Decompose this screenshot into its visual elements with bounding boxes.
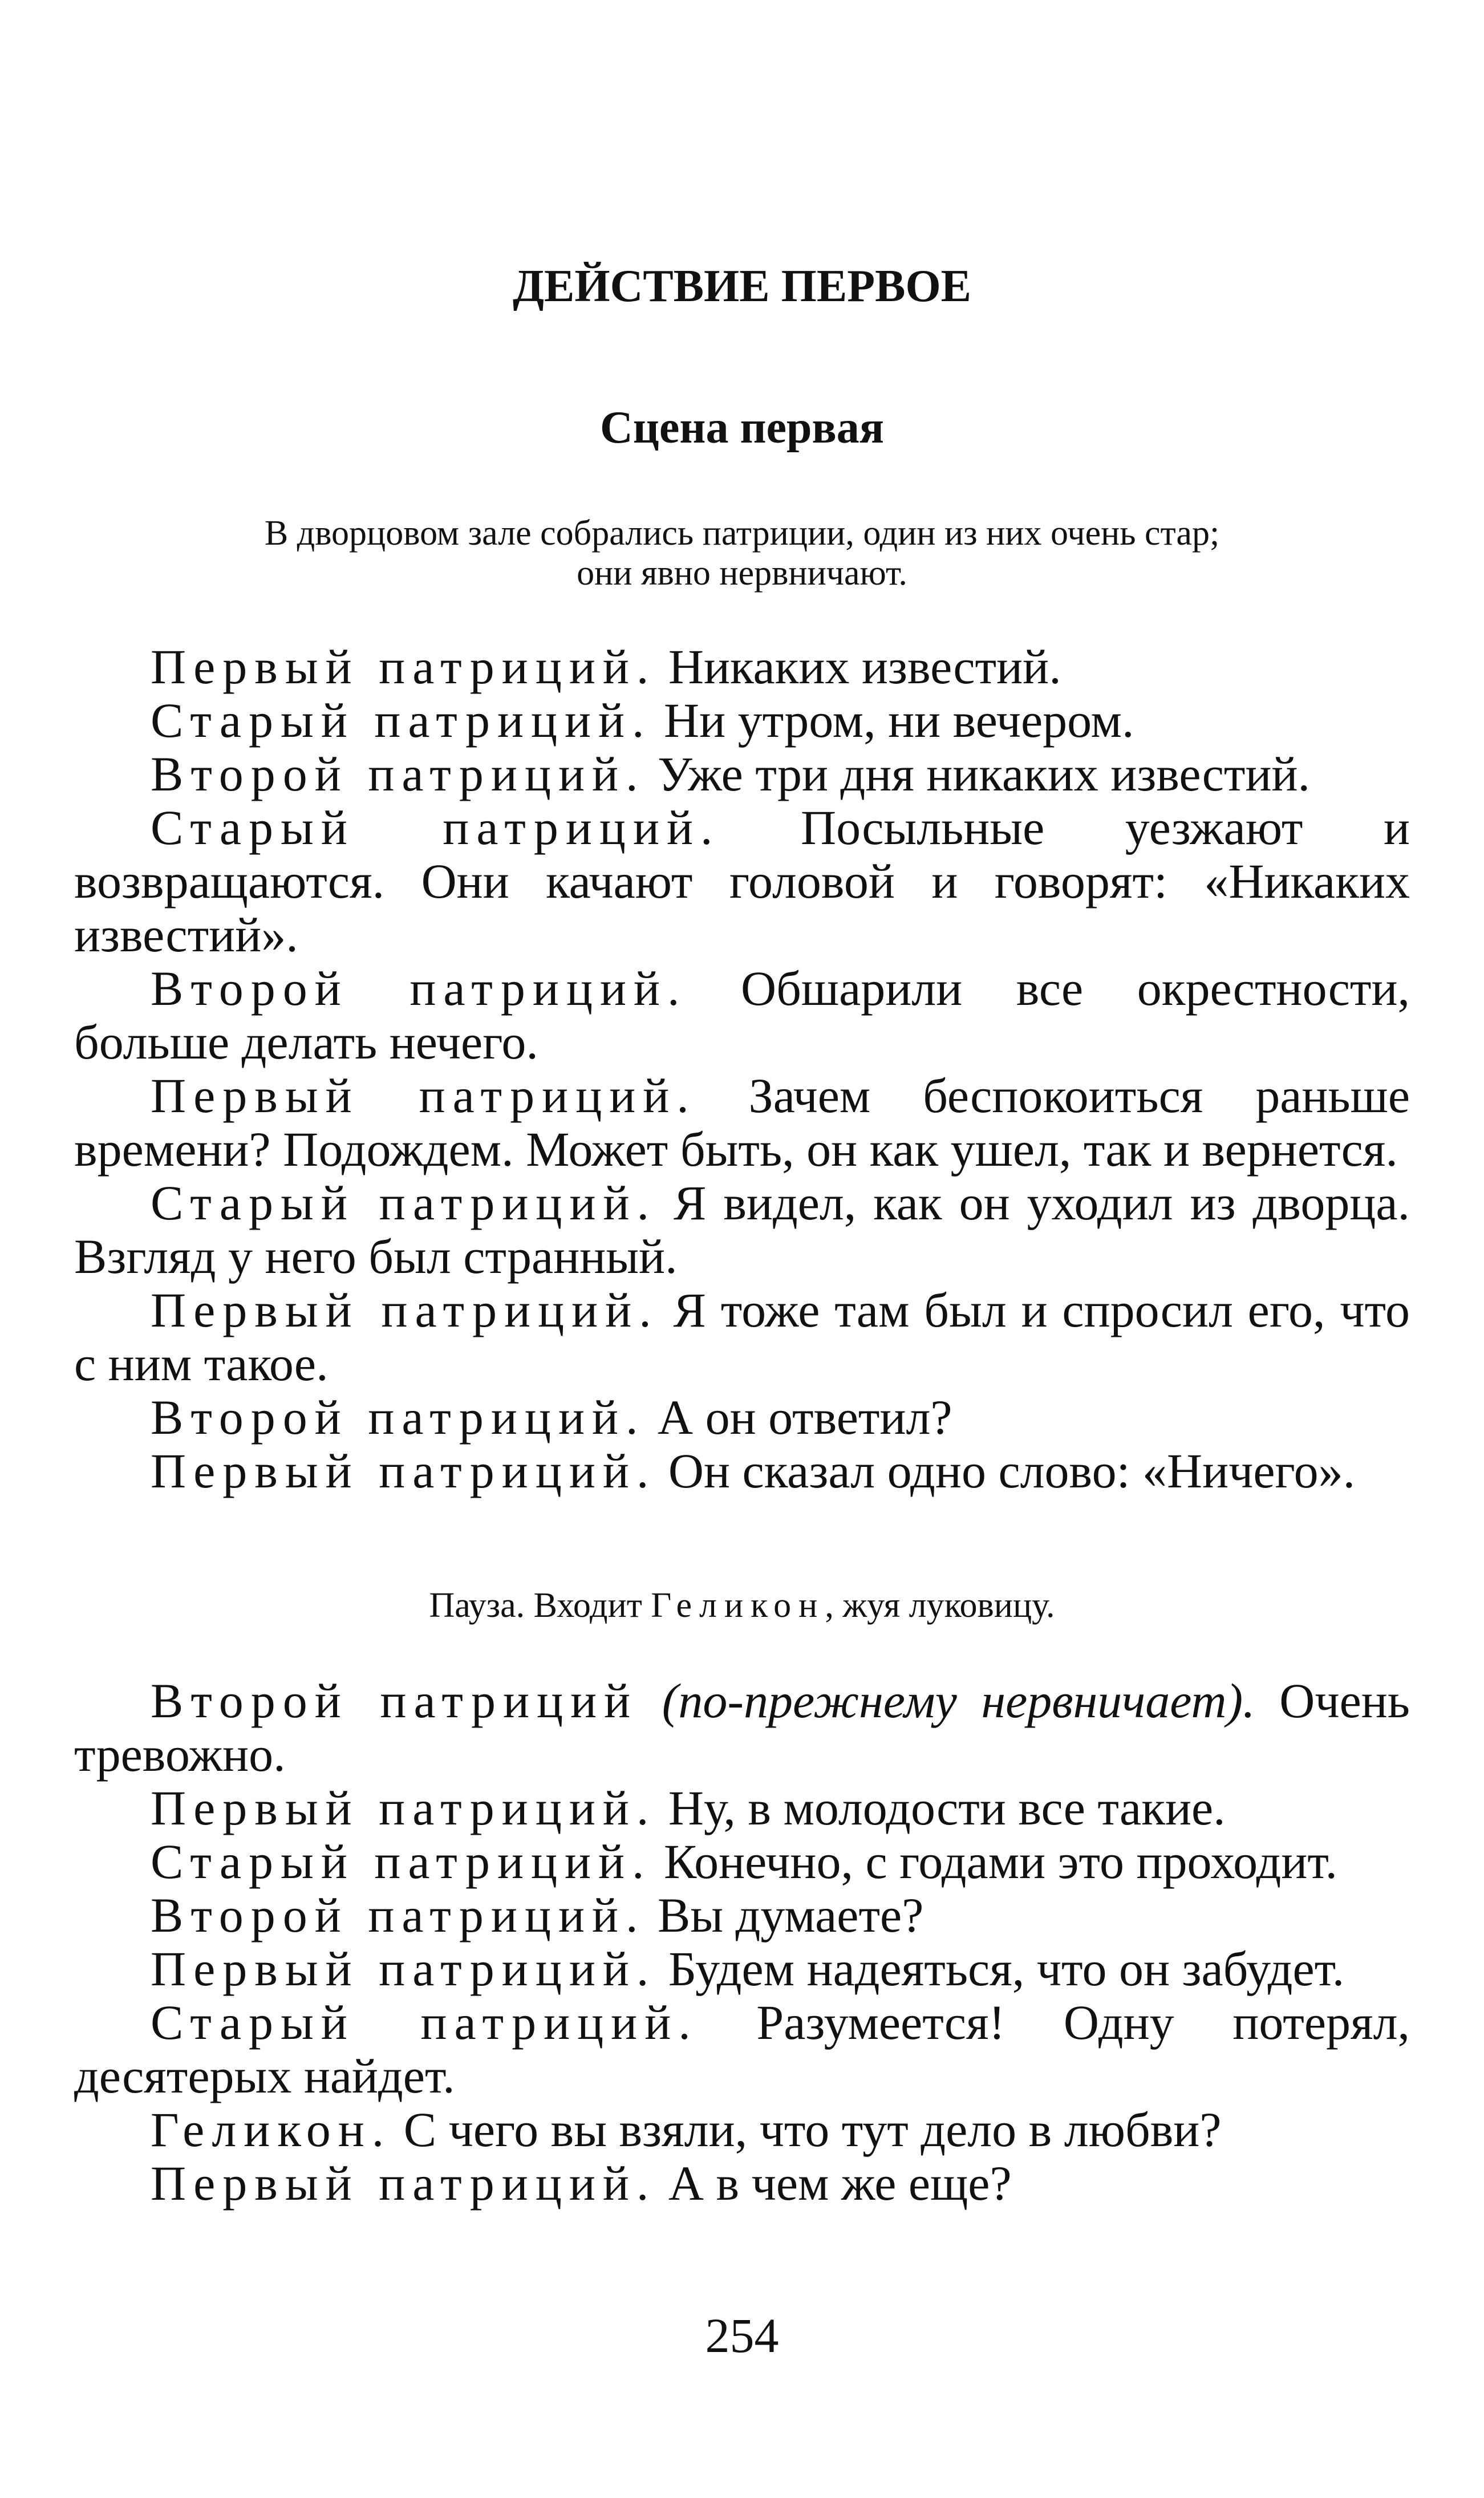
speech [74, 1835, 1410, 1888]
speech-text: Ну, в молодости все такие. [656, 1781, 1226, 1835]
speech [74, 1444, 1410, 1498]
dialogue-block [74, 640, 1410, 1498]
speech [74, 1176, 1410, 1283]
stage-direction [0, 513, 1484, 593]
speech-text: Конечно, с годами это проходит. [651, 1834, 1338, 1889]
speech [74, 801, 1410, 962]
speaker-name: Второй патриций. [151, 961, 687, 1016]
speaker-name: Первый патриций. [151, 1283, 659, 1337]
speech-text: Вы думаете? [645, 1888, 924, 1943]
speech [74, 747, 1410, 801]
speech-text: Никаких известий. [656, 639, 1061, 694]
speech-text: А он ответил? [645, 1390, 952, 1445]
speech-text: С чего вы взяли, что тут дело в любви? [391, 2102, 1222, 2157]
speech [74, 694, 1410, 747]
speaker-name: Первый патриций. [151, 2156, 656, 2211]
speaker-name: Старый патриций. [151, 1175, 657, 1230]
speech [74, 1888, 1410, 1942]
scene-title: Сцена первая [599, 403, 885, 453]
speech [74, 1942, 1410, 1996]
speaker-name: Второй патриций [151, 1673, 638, 1728]
speech-text: Обшарили все окрестности, больше делать нечего. [74, 961, 1410, 1069]
speaker-name: Первый патриций. [151, 1068, 696, 1123]
speech-text: Очень тревожно. [74, 1673, 1410, 1782]
speaker-name: Второй патриций. [151, 1888, 646, 1943]
speaker-name: Первый патриций. [151, 1443, 656, 1498]
character-name: Геликон [651, 1586, 825, 1625]
speech [74, 1781, 1410, 1835]
speech [74, 1674, 1410, 1781]
speech-text: Ни утром, ни вечером. [651, 693, 1134, 748]
speaker-name: Старый патриций. [151, 1834, 652, 1889]
speech-text: Я видел, как он уходил из дворца. Взгляд у него был странный. [74, 1175, 1410, 1284]
speaker-name: Старый патриций. [151, 693, 652, 748]
speaker-name: Второй патриций. [151, 1390, 646, 1445]
speaker-name: Первый патриций. [151, 1781, 656, 1835]
stage-direction-text: Пауза. Входит [429, 1586, 651, 1625]
stage-direction-text: , жуя луковицу. [825, 1586, 1055, 1625]
speech [74, 1996, 1410, 2103]
speech [74, 2103, 1410, 2156]
speech [74, 1390, 1410, 1444]
speaker-name: Старый патриций. [151, 800, 720, 855]
speech-text: Он сказал одно слово: «Ничего». [656, 1443, 1356, 1498]
speech [74, 1069, 1410, 1176]
speech [74, 640, 1410, 694]
page-number: 254 [705, 2308, 779, 2363]
speech-text: Я тоже там был и спросил его, что с ним такое. [74, 1283, 1410, 1391]
speaker-name: Первый патриций. [151, 1941, 656, 1996]
speech-text: А в чем же еще? [656, 2156, 1012, 2211]
speaker-name: Старый патриций. [151, 1995, 698, 2050]
stage-direction-line: В дворцовом зале собрались патриции, один из них очень стар; [264, 514, 1220, 553]
speaker-name: Геликон. [151, 2102, 392, 2157]
act-title: ДЕЙСТВИЕ ПЕРВОЕ [512, 261, 972, 311]
dialogue-block [74, 1674, 1410, 2210]
speech [74, 962, 1410, 1069]
speech-text: Разумеется! Одну потерял, десятерых найдет. [74, 1995, 1410, 2103]
speech-text: Будем надеяться, что он забудет. [656, 1941, 1345, 1996]
speech-text: Уже три дня никаких известий. [645, 747, 1311, 801]
speech-text: Зачем беспокоиться раньше времени? Подождем. Может быть, он как ушел, так и вернется. [74, 1068, 1410, 1177]
speaker-name: Первый патриций. [151, 639, 656, 694]
speaker-name: Второй патриций. [151, 747, 646, 801]
speech [74, 1283, 1410, 1390]
stage-direction-inline: (по-прежнему нервничает). [638, 1673, 1255, 1728]
stage-direction-line: они явно нервничают. [577, 554, 907, 593]
stage-direction [0, 1585, 1484, 1625]
speech [74, 2156, 1410, 2210]
speech-text: Посыльные уезжают и возвращаются. Они качают головой и говорят: «Никаких известий». [74, 800, 1410, 962]
